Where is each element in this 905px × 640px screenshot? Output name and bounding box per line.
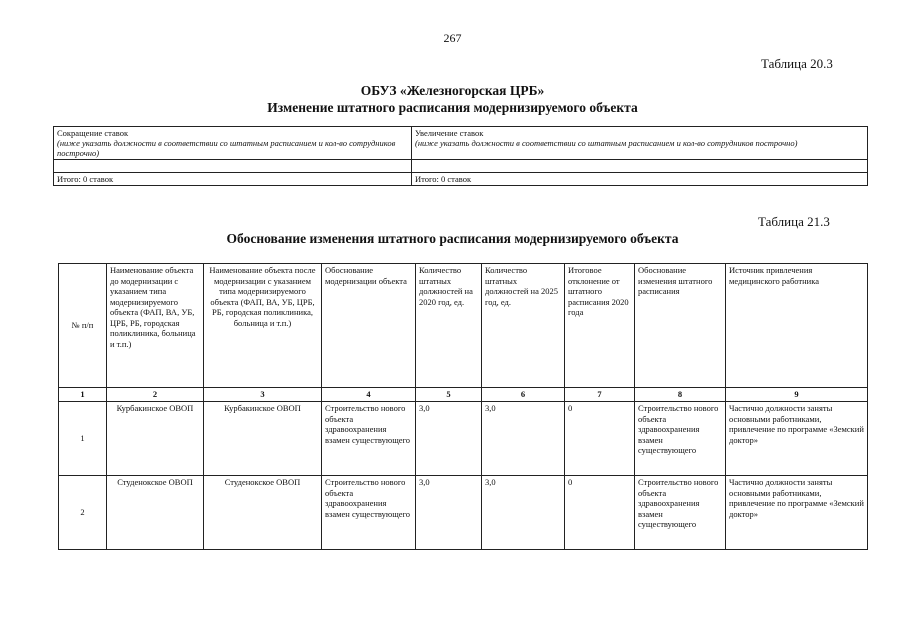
change-justification: Строительство нового объекта здравоохранения взамен существующего: [635, 476, 726, 550]
positions-2025: 3,0: [482, 402, 565, 476]
header-object-before: Наименование объекта до модернизации с указанием типа модернизируемого объекта (ФАП, ВА, УБ, ЦРБ, РБ, городская поликлиника, больница и т.п.): [107, 264, 204, 388]
positions-2025: 3,0: [482, 476, 565, 550]
object-before: Курбакинское ОВОП: [107, 402, 204, 476]
header-change-justification: Обоснование изменения штатного расписания: [635, 264, 726, 388]
column-number: 9: [726, 388, 868, 402]
staffing-justification-table: [58, 263, 868, 550]
change-justification: Строительство нового объекта здравоохранения взамен существующего: [635, 402, 726, 476]
column-number: 4: [322, 388, 416, 402]
deviation: 0: [565, 476, 635, 550]
header-positions-2020: Количество штатных должностей на 2020 год, ед.: [416, 264, 482, 388]
header-worker-source: Источник привлечения медицинского работника: [726, 264, 868, 388]
header-positions-2025: Количество штатных должностей на 2025 год, ед.: [482, 264, 565, 388]
organization-title: ОБУЗ «Железногорская ЦРБ»: [360, 83, 545, 98]
reduction-total: Итого: 0 ставок: [54, 173, 412, 186]
table-20-title: Изменение штатного расписания модернизируемого объекта: [267, 100, 638, 115]
increase-heading: Увеличение ставок: [415, 128, 484, 138]
header-number: № п/п: [59, 264, 107, 388]
header-modernization-reason: Обоснование модернизации объекта: [322, 264, 416, 388]
column-number: 7: [565, 388, 635, 402]
column-number: 1: [59, 388, 107, 402]
table-21-title: Обоснование изменения штатного расписания модернизируемого объекта: [226, 231, 679, 246]
column-number: 8: [635, 388, 726, 402]
increase-header-cell: [412, 127, 868, 160]
column-number: 6: [482, 388, 565, 402]
object-after: Студенокское ОВОП: [204, 476, 322, 550]
modernization-reason: Строительство нового объекта здравоохранения взамен существующего: [322, 476, 416, 550]
positions-2020: 3,0: [416, 402, 482, 476]
positions-2020: 3,0: [416, 476, 482, 550]
increase-empty-cell: [412, 160, 868, 173]
reduction-heading: Сокращение ставок: [57, 128, 129, 138]
table-21-reference: Таблица 21.3: [758, 214, 830, 229]
reduction-header-cell: [54, 127, 412, 160]
object-before: Студенокское ОВОП: [107, 476, 204, 550]
increase-note: (ниже указать должности в соответствии со штатным расписанием и кол-во сотрудников построчно): [415, 138, 798, 148]
row-number: 1: [59, 402, 107, 476]
reduction-note: (ниже указать должности в соответствии со штатным расписанием и кол-во сотрудников построчно): [57, 138, 396, 158]
reduction-empty-cell: [54, 160, 412, 173]
column-number: 5: [416, 388, 482, 402]
column-number: 2: [107, 388, 204, 402]
header-object-after: Наименование объекта после модернизации с указанием типа модернизируемого объекта (ФАП, ВА, УБ, ЦРБ, РБ, городская поликлиника, больница и т.п.): [204, 264, 322, 388]
row-number: 2: [59, 476, 107, 550]
worker-source: Частично должности заняты основными работниками, привлечение по программе «Земский доктор»: [726, 402, 868, 476]
modernization-reason: Строительство нового объекта здравоохранения взамен существующего: [322, 402, 416, 476]
deviation: 0: [565, 402, 635, 476]
increase-total: Итого: 0 ставок: [412, 173, 868, 186]
page-number: 267: [443, 31, 462, 45]
table-row: [59, 476, 868, 550]
column-number: 3: [204, 388, 322, 402]
object-after: Курбакинское ОВОП: [204, 402, 322, 476]
table-row: [59, 402, 868, 476]
table-20-reference: Таблица 20.3: [761, 56, 833, 71]
staffing-change-table: [53, 126, 868, 186]
header-deviation: Итоговое отклонение от штатного расписания 2020 года: [565, 264, 635, 388]
worker-source: Частично должности заняты основными работниками, привлечение по программе «Земский доктор»: [726, 476, 868, 550]
